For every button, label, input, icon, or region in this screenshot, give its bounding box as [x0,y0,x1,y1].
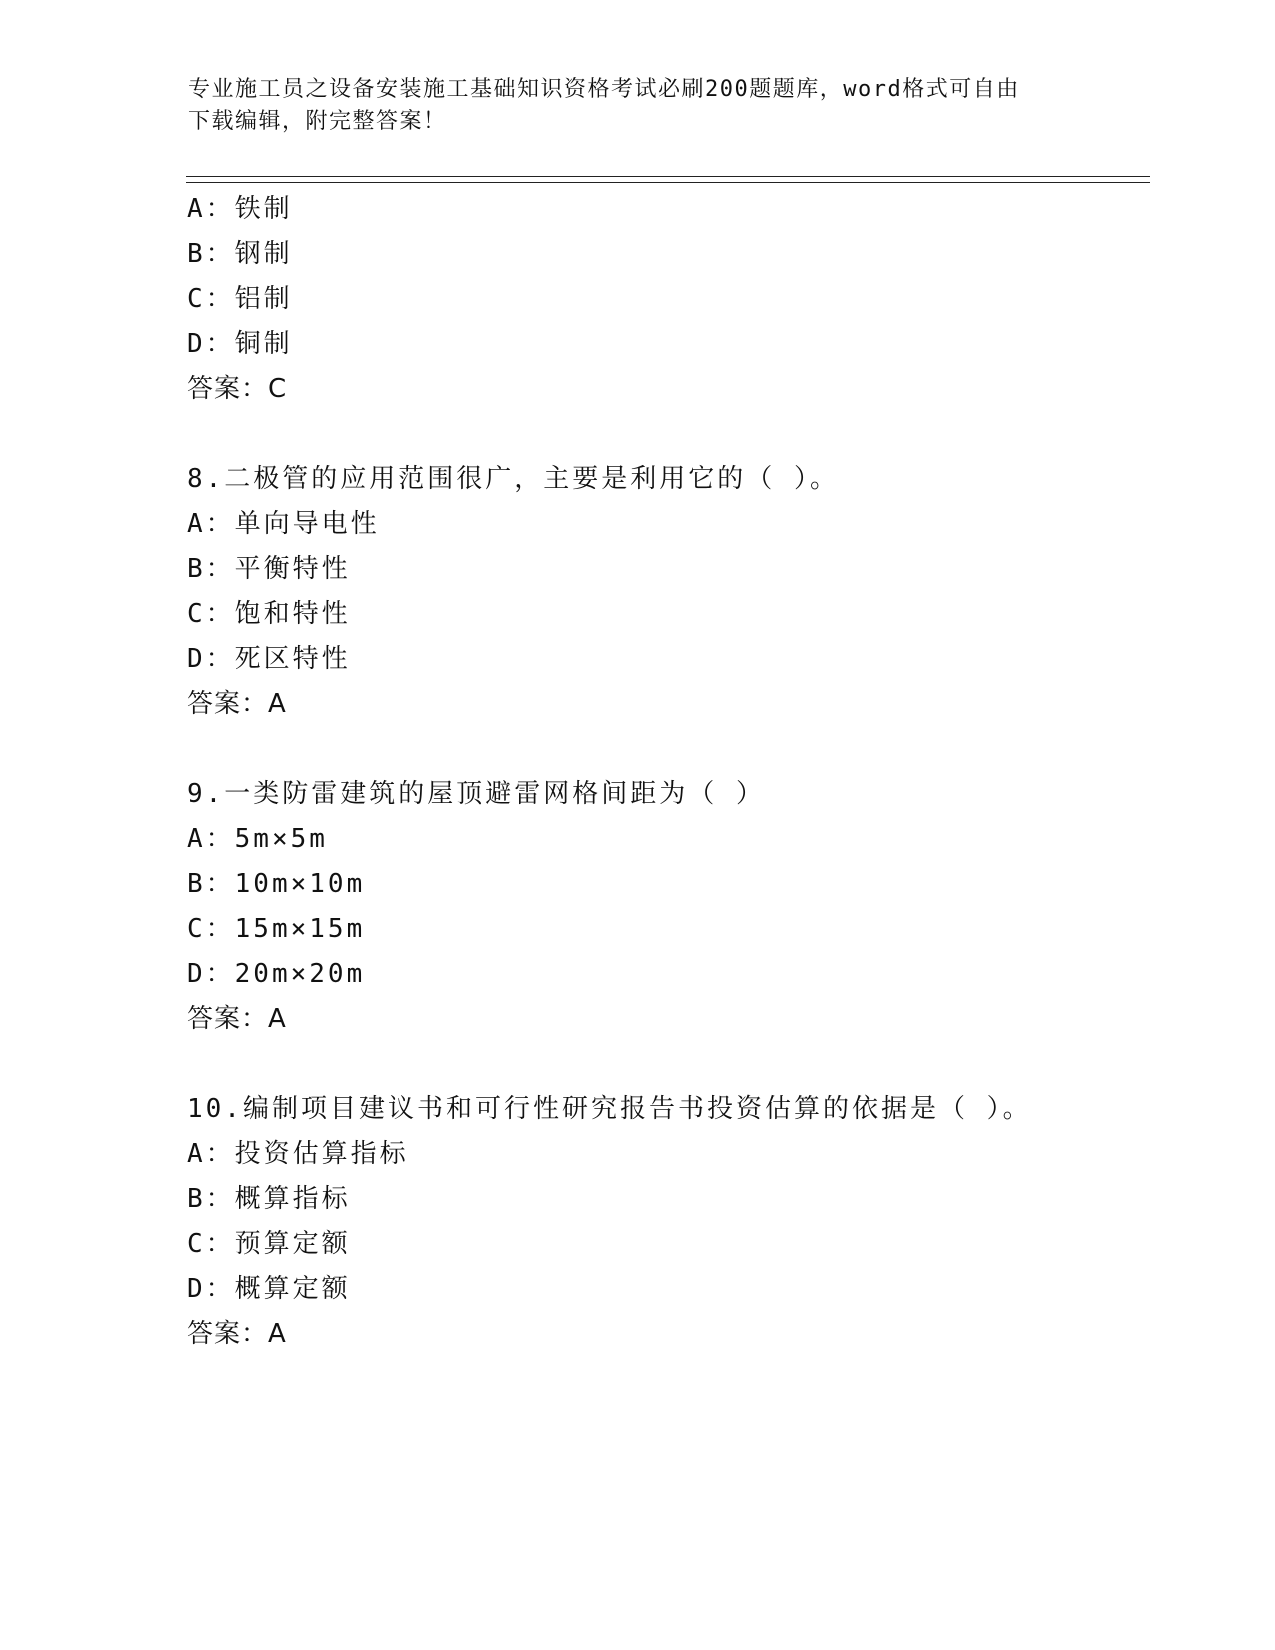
q10-question: 10.编制项目建议书和可行性研究报告书投资估算的依据是（ ）。 [187,1094,1032,1124]
header-line-2: 下载编辑，附完整答案！ [188,109,447,134]
q8-question: 8.二极管的应用范围很广，主要是利用它的（ ）。 [187,464,839,494]
prev-option-c: C：铝制 [187,284,293,314]
q10-option-b: B：概算指标 [187,1184,351,1214]
q8-option-c: C：饱和特性 [187,599,351,629]
q8-answer: 答案：A [187,689,287,719]
prev-option-a: A：铁制 [187,194,293,224]
prev-option-b: B：钢制 [187,239,293,269]
q8-option-a: A：单向导电性 [187,509,380,539]
q9-option-c: C：15m×15m [187,914,366,944]
q10-option-a: A：投资估算指标 [187,1139,409,1169]
q9-option-d: D：20m×20m [187,959,366,989]
q8-option-d: D：死区特性 [187,644,351,674]
q10-option-c: C：预算定额 [187,1229,351,1259]
header-divider [186,176,1150,183]
q9-option-a: A：5m×5m [187,824,328,854]
q8-option-b: B：平衡特性 [187,554,351,584]
prev-option-d: D：铜制 [187,329,293,359]
prev-answer: 答案：C [187,374,288,404]
q9-answer: 答案：A [187,1004,287,1034]
q10-option-d: D：概算定额 [187,1274,351,1304]
q9-option-b: B：10m×10m [187,869,366,899]
q10-answer: 答案：A [187,1319,287,1349]
header-line-1: 专业施工员之设备安装施工基础知识资格考试必刷200题题库，word格式可自由 [188,77,1020,102]
q9-question: 9.一类防雷建筑的屋顶避雷网格间距为（ ） [187,779,765,809]
document-header [188,74,1088,138]
